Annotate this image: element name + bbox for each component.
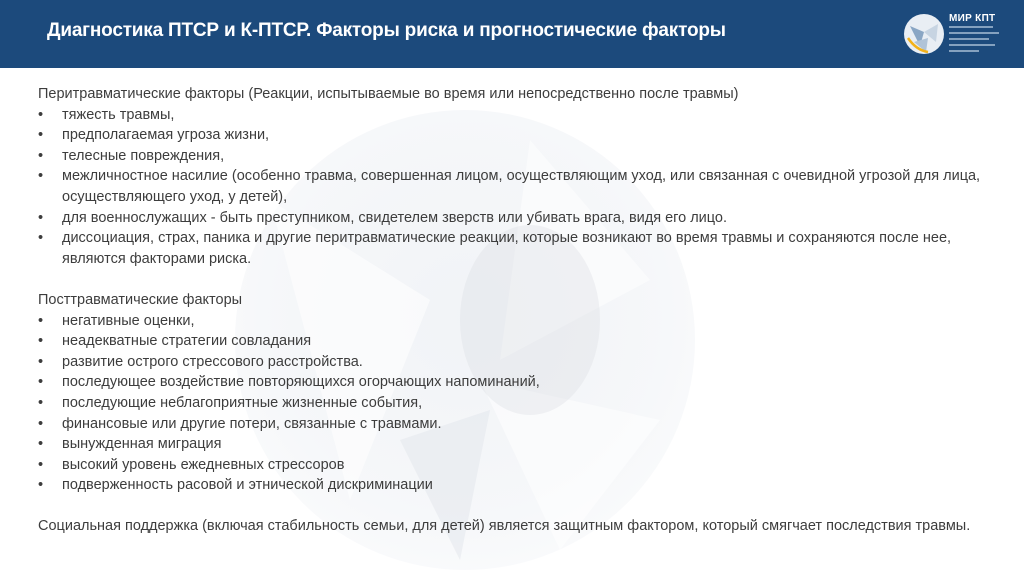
posttraumatic-list [38,311,998,496]
logo-tagline-lines [949,26,999,56]
logo [902,8,1012,60]
list-item: • высокий уровень ежедневных стрессоров [38,455,998,476]
list-item: • диссоциация, страх, паника и другие перитравматические реакции, которые возникают во время травмы и сохраняются после нее, являются факторами риска. [38,228,998,269]
peritraumatic-list [38,105,998,270]
list-item: • последующие неблагоприятные жизненные события, [38,393,998,414]
logo-text: МИР КПТ [949,13,996,24]
spacer [38,269,998,290]
peritraumatic-heading: Перитравматические факторы (Реакции, испытываемые во время или непосредственно после травмы) [38,86,739,102]
list-item: • межличностное насилие (особенно травма, совершенная лицом, осуществляющим уход, или связанная с очевидной угрозой для лица, осуществляющего уход, у детей), [38,166,998,207]
header-bar [0,0,1024,68]
spacer [38,496,998,517]
globe-logo-icon [902,12,946,56]
list-item: • развитие острого стрессового расстройства. [38,352,998,373]
list-item: • финансовые или другие потери, связанные с травмами. [38,414,998,435]
page-title: Диагностика ПТСР и К-ПТСР. Факторы риска и прогностические факторы [47,20,726,41]
list-item: • неадекватные стратегии совладания [38,331,998,352]
list-item: • последующее воздействие повторяющихся огорчающих напоминаний, [38,372,998,393]
list-item: • предполагаемая угроза жизни, [38,125,998,146]
closing-paragraph: Социальная поддержка (включая стабильность семьи, для детей) является защитным фактором, который смягчает последствия травмы. [38,518,971,535]
list-item: • негативные оценки, [38,311,998,332]
list-item: • вынужденная миграция [38,434,998,455]
list-item: • подверженность расовой и этнической дискриминации [38,475,998,496]
list-item: • тяжесть травмы, [38,105,998,126]
list-item: • для военнослужащих - быть преступником, свидетелем зверств или убивать врага, видя его лицо. [38,208,998,229]
slide-body [38,84,998,537]
list-item: • телесные повреждения, [38,146,998,167]
posttraumatic-heading: Посттравматические факторы [38,291,243,308]
